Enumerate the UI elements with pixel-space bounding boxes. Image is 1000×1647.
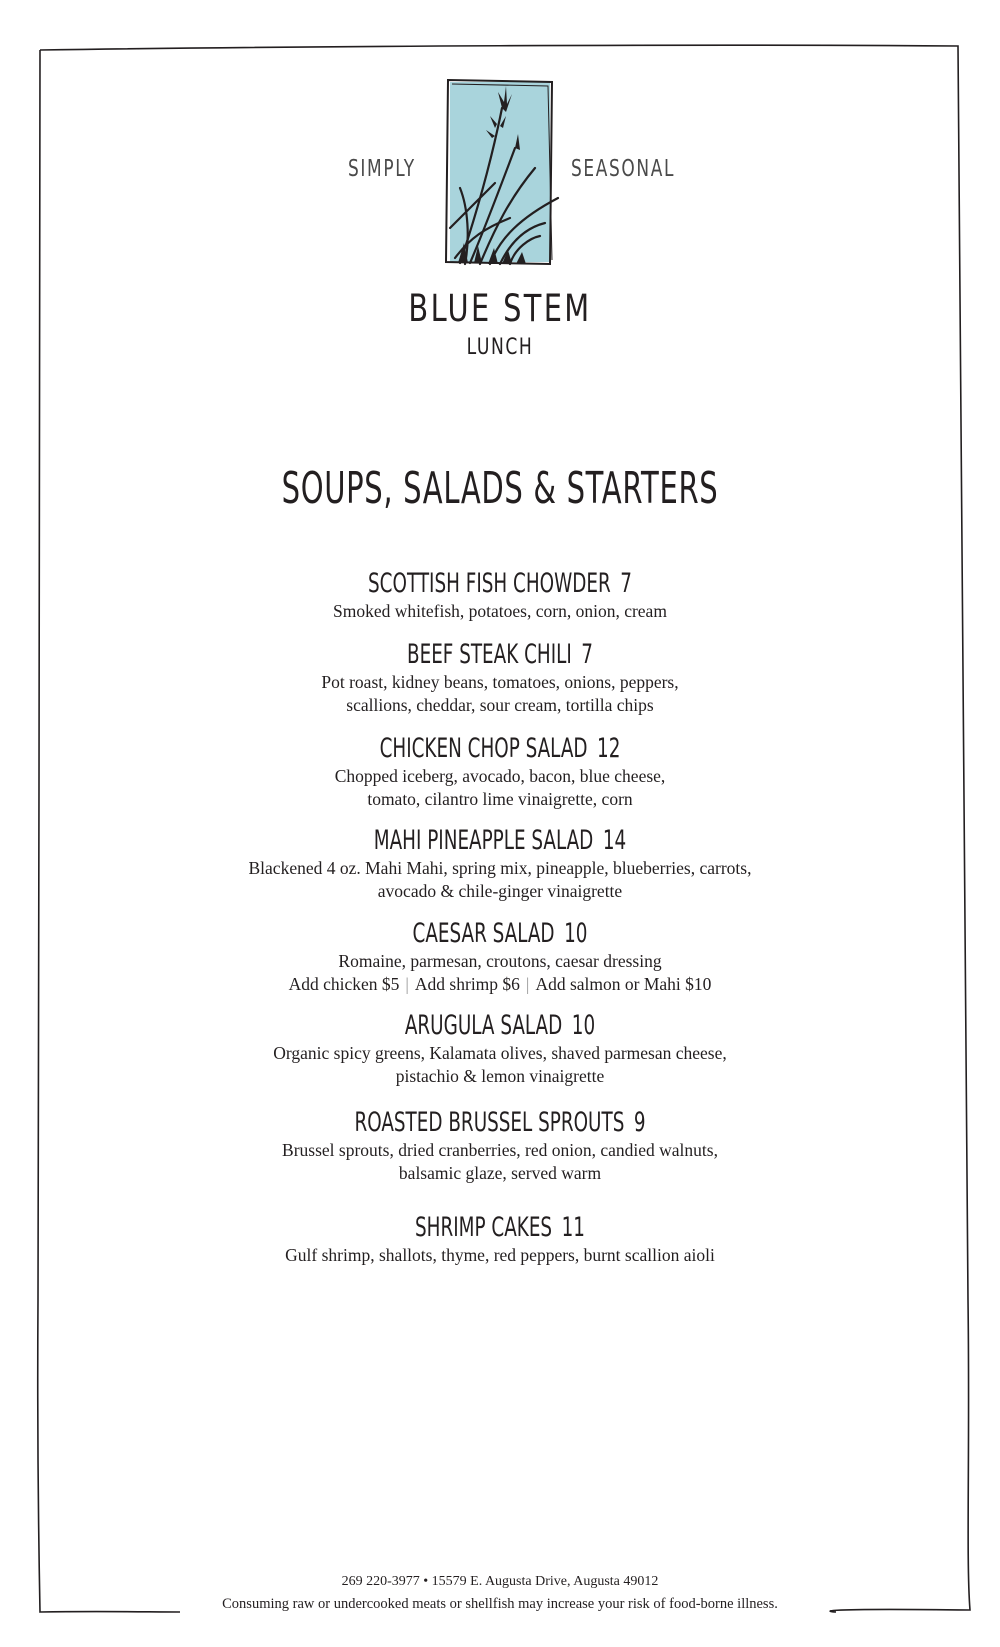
addon-chicken: Add chicken $5 xyxy=(288,974,400,994)
item-name: ARUGULA SALAD xyxy=(404,1010,563,1041)
item-title xyxy=(160,825,840,857)
menu-item xyxy=(0,1212,1000,1267)
item-description: Brussel sprouts, dried cranberries, red onion, candied walnuts, xyxy=(282,1140,718,1160)
street-address: 15579 E. Augusta Drive, Augusta 49012 xyxy=(431,1574,659,1589)
menu-type: LUNCH xyxy=(466,335,534,360)
menu-item xyxy=(0,825,1000,903)
item-price: 7 xyxy=(581,639,593,670)
addon-divider: | xyxy=(405,974,409,994)
item-description: Organic spicy greens, Kalamata olives, shaved parmesan cheese, xyxy=(273,1043,727,1063)
item-price: 11 xyxy=(561,1212,585,1243)
tagline-right: SEASONAL xyxy=(571,156,676,182)
health-disclaimer: Consuming raw or undercooked meats or shellfish may increase your risk of food-borne illness. xyxy=(222,1596,778,1612)
item-description: tomato, cilantro lime vinaigrette, corn xyxy=(367,789,633,809)
item-name: ROASTED BRUSSEL SPROUTS xyxy=(354,1107,625,1138)
tagline-left: SIMPLY xyxy=(348,156,416,182)
restaurant-name: BLUE STEM xyxy=(408,287,592,330)
item-name: BEEF STEAK CHILI xyxy=(406,639,572,670)
item-name: SCOTTISH FISH CHOWDER xyxy=(368,568,611,599)
menu-item xyxy=(0,918,1000,996)
item-description: balsamic glaze, served warm xyxy=(398,1163,602,1183)
item-description: pistachio & lemon vinaigrette xyxy=(395,1066,605,1086)
bullet-separator: • xyxy=(423,1574,429,1589)
phone-number: 269 220-3977 xyxy=(341,1574,420,1589)
item-title xyxy=(160,733,840,765)
item-name: MAHI PINEAPPLE SALAD xyxy=(373,825,594,856)
item-description: Romaine, parmesan, croutons, caesar dressing xyxy=(338,951,662,971)
item-title xyxy=(160,568,840,600)
item-price: 10 xyxy=(571,1010,596,1041)
item-price: 10 xyxy=(564,918,588,949)
menu-item xyxy=(0,1107,1000,1185)
item-name: CHICKEN CHOP SALAD xyxy=(379,733,588,764)
menu-item xyxy=(0,639,1000,717)
contact-info xyxy=(0,1574,1000,1590)
item-description: Gulf shrimp, shallots, thyme, red peppers, burnt scallion aioli xyxy=(285,1245,715,1265)
item-description: Smoked whitefish, potatoes, corn, onion, cream xyxy=(333,601,667,621)
item-price: 12 xyxy=(597,733,621,764)
menu-item xyxy=(0,733,1000,811)
addon-shrimp: Add shrimp $6 xyxy=(414,974,520,994)
item-title xyxy=(160,918,840,950)
item-price: 14 xyxy=(602,825,627,856)
item-description: scallions, cheddar, sour cream, tortilla chips xyxy=(346,695,654,715)
item-addons xyxy=(0,973,1000,996)
menu-item xyxy=(0,568,1000,623)
item-title xyxy=(160,1010,840,1042)
item-price: 7 xyxy=(620,568,632,599)
item-description: avocado & chile-ginger vinaigrette xyxy=(377,881,623,901)
item-price: 9 xyxy=(633,1107,646,1138)
section-title: SOUPS, SALADS & STARTERS xyxy=(281,463,719,514)
item-title xyxy=(160,1107,840,1139)
addon-divider: | xyxy=(525,974,530,994)
item-description: Chopped iceberg, avocado, bacon, blue cheese, xyxy=(334,766,666,786)
item-title xyxy=(160,1212,840,1244)
item-title xyxy=(160,639,840,671)
grass-stems-icon xyxy=(440,78,565,273)
menu-item xyxy=(0,1010,1000,1088)
item-name: SHRIMP CAKES xyxy=(415,1212,553,1243)
item-name: CAESAR SALAD xyxy=(412,918,555,949)
addon-salmon-mahi: Add salmon or Mahi $10 xyxy=(535,974,712,994)
item-description: Blackened 4 oz. Mahi Mahi, spring mix, pineapple, blueberries, carrots, xyxy=(248,858,752,878)
item-description: Pot roast, kidney beans, tomatoes, onions, peppers, xyxy=(321,672,679,692)
